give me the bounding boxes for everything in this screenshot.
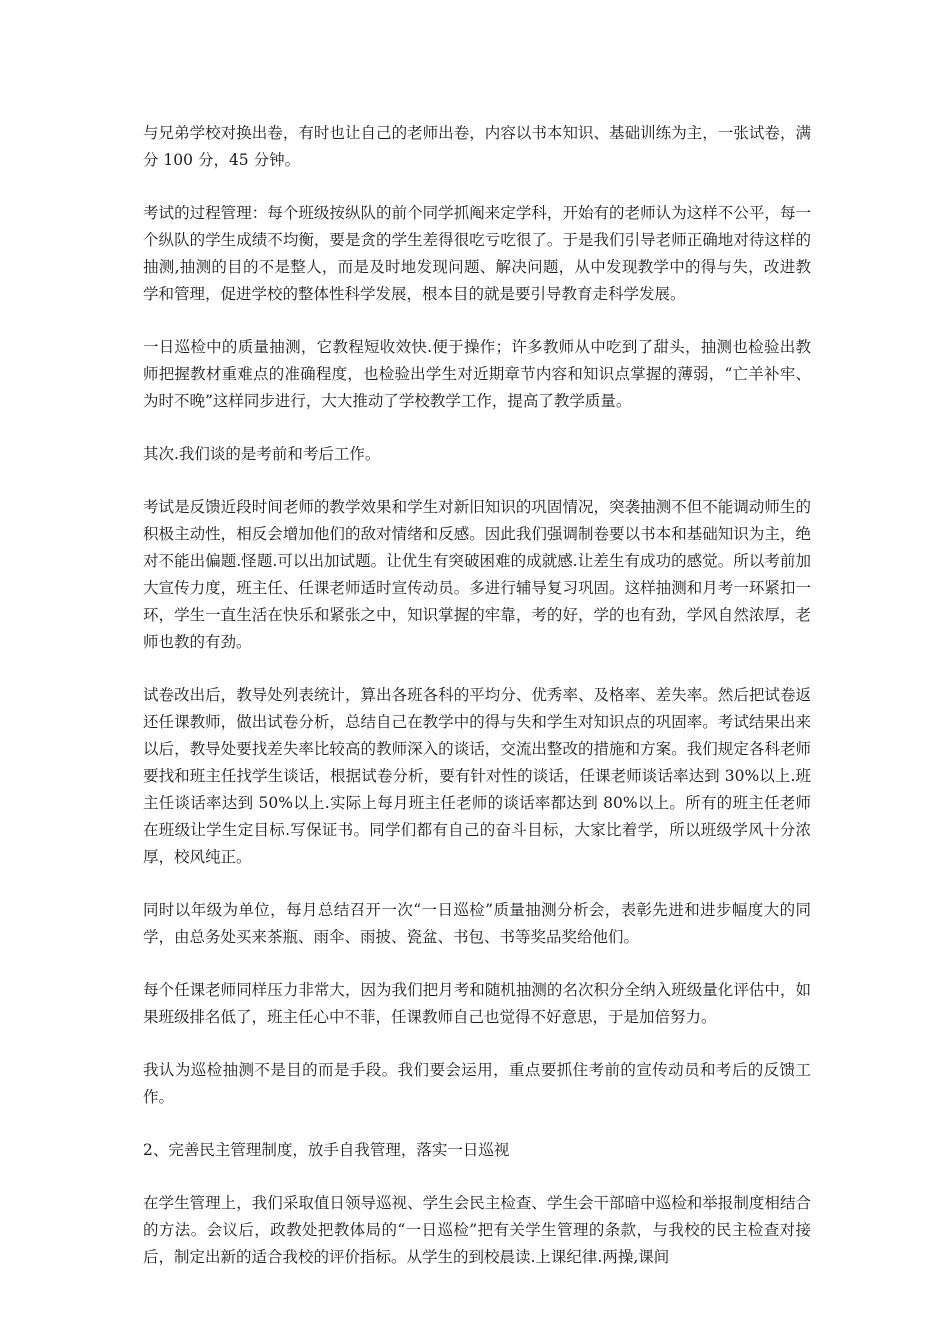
paragraph-teacher-pressure: 每个任课老师同样压力非常大，因为我们把月考和随机抽测的名次积分全纳入班级量化评估中，如果班级排名低了，班主任心中不菲，任课教师自己也觉得不好意思，于是加倍努力。 — [143, 981, 811, 1026]
paragraph-monthly-meeting: 同时以年级为单位，每月总结召开一次“一日巡检”质量抽测分析会，表彰先进和进步幅度大的同学，由总务处买来茶瓶、雨伞、雨披、瓷盆、书包、书等奖品奖给他们。 — [143, 901, 811, 946]
paragraph-student-management: 在学生管理上，我们采取值日领导巡视、学生会民主检查、学生会干部暗中巡检和举报制度相结合的方法。会议后，政教处把教体局的“一日巡检”把有关学生管理的条款，与我校的民主检查对接后，制定出新的适合我校的评价指标。从学生的到校晨读.上课纪律.两操,课间 — [143, 1194, 811, 1266]
paragraph-exam-feedback: 考试是反馈近段时间老师的教学效果和学生对新旧知识的巩固情况，突袭抽测不但不能调动师生的积极主动性，相反会增加他们的敌对情绪和反感。因此我们强调制卷要以书本和基础知识为主，绝对不能出偏题.怪题.可以出加试题。让优生有突破困难的成就感.让差生有成功的感觉。所以考前加大宣传力度，班主任、任课老师适时宣传动员。多进行辅导复习巩固。这样抽测和月考一环紧扣一环，学生一直生活在快乐和紧张之中，知识掌握的牢靠，考的好，学的也有劲，学风自然浓厚，老师也教的有劲。 — [143, 498, 811, 651]
paragraph-exam-exchange: 与兄弟学校对换出卷，有时也让自己的老师出卷，内容以书本知识、基础训练为主，一张试卷，满分 100 分，45 分钟。 — [143, 124, 811, 169]
document-body — [143, 120, 811, 1297]
section-heading-democratic-management: 2、完善民主管理制度，放手自我管理，落实一日巡视 — [143, 1141, 510, 1159]
paragraph-before-after-exam: 其次.我们谈的是考前和考后工作。 — [143, 445, 381, 463]
paragraph-exam-process: 考试的过程管理：每个班级按纵队的前个同学抓阄来定学科，开始有的老师认为这样不公平，每一个纵队的学生成绩不均衡，要是贪的学生差得很吃亏吃很了。于是我们引导老师正确地对待这样的抽测,抽测的目的不是整人，而是及时地发现问题、解决问题，从中发现教学中的得与失，改进教学和管理，促进学校的整体性科学发展，根本目的就是要引导教育走科学发展。 — [143, 204, 811, 303]
paragraph-quality-sampling: 一日巡检中的质量抽测，它教程短收效快.便于操作；许多教师从中吃到了甜头，抽测也检验出教师把握教材重难点的准确程度，也检验出学生对近期章节内容和知识点掌握的薄弱，“亡羊补牢、为时不晚”这样同步进行，大大推动了学校教学工作，提高了教学质量。 — [143, 338, 811, 410]
paragraph-exam-statistics: 试卷改出后，教导处列表统计，算出各班各科的平均分、优秀率、及格率、差失率。然后把试卷返还任课教师，做出试卷分析，总结自己在教学中的得与失和学生对知识点的巩固率。考试结果出来以后，教导处要找差失率比较高的教师深入的谈话，交流出整改的措施和方案。我们规定各科老师要找和班主任找学生谈话，根据试卷分析，要有针对性的谈话，任课老师谈话率达到 30%以上.班主任谈话率达到 50%以上.实际上每月班主任老师的谈话率都达到 80%以上。所有的班主任老师在班级让学生定目标.写保证书。同学们都有自己的奋斗目标，大家比着学，所以班级学风十分浓厚，校风纯正。 — [143, 686, 811, 866]
paragraph-sampling-means: 我认为巡检抽测不是目的而是手段。我们要会运用，重点要抓住考前的宣传动员和考后的反馈工作。 — [143, 1061, 811, 1106]
